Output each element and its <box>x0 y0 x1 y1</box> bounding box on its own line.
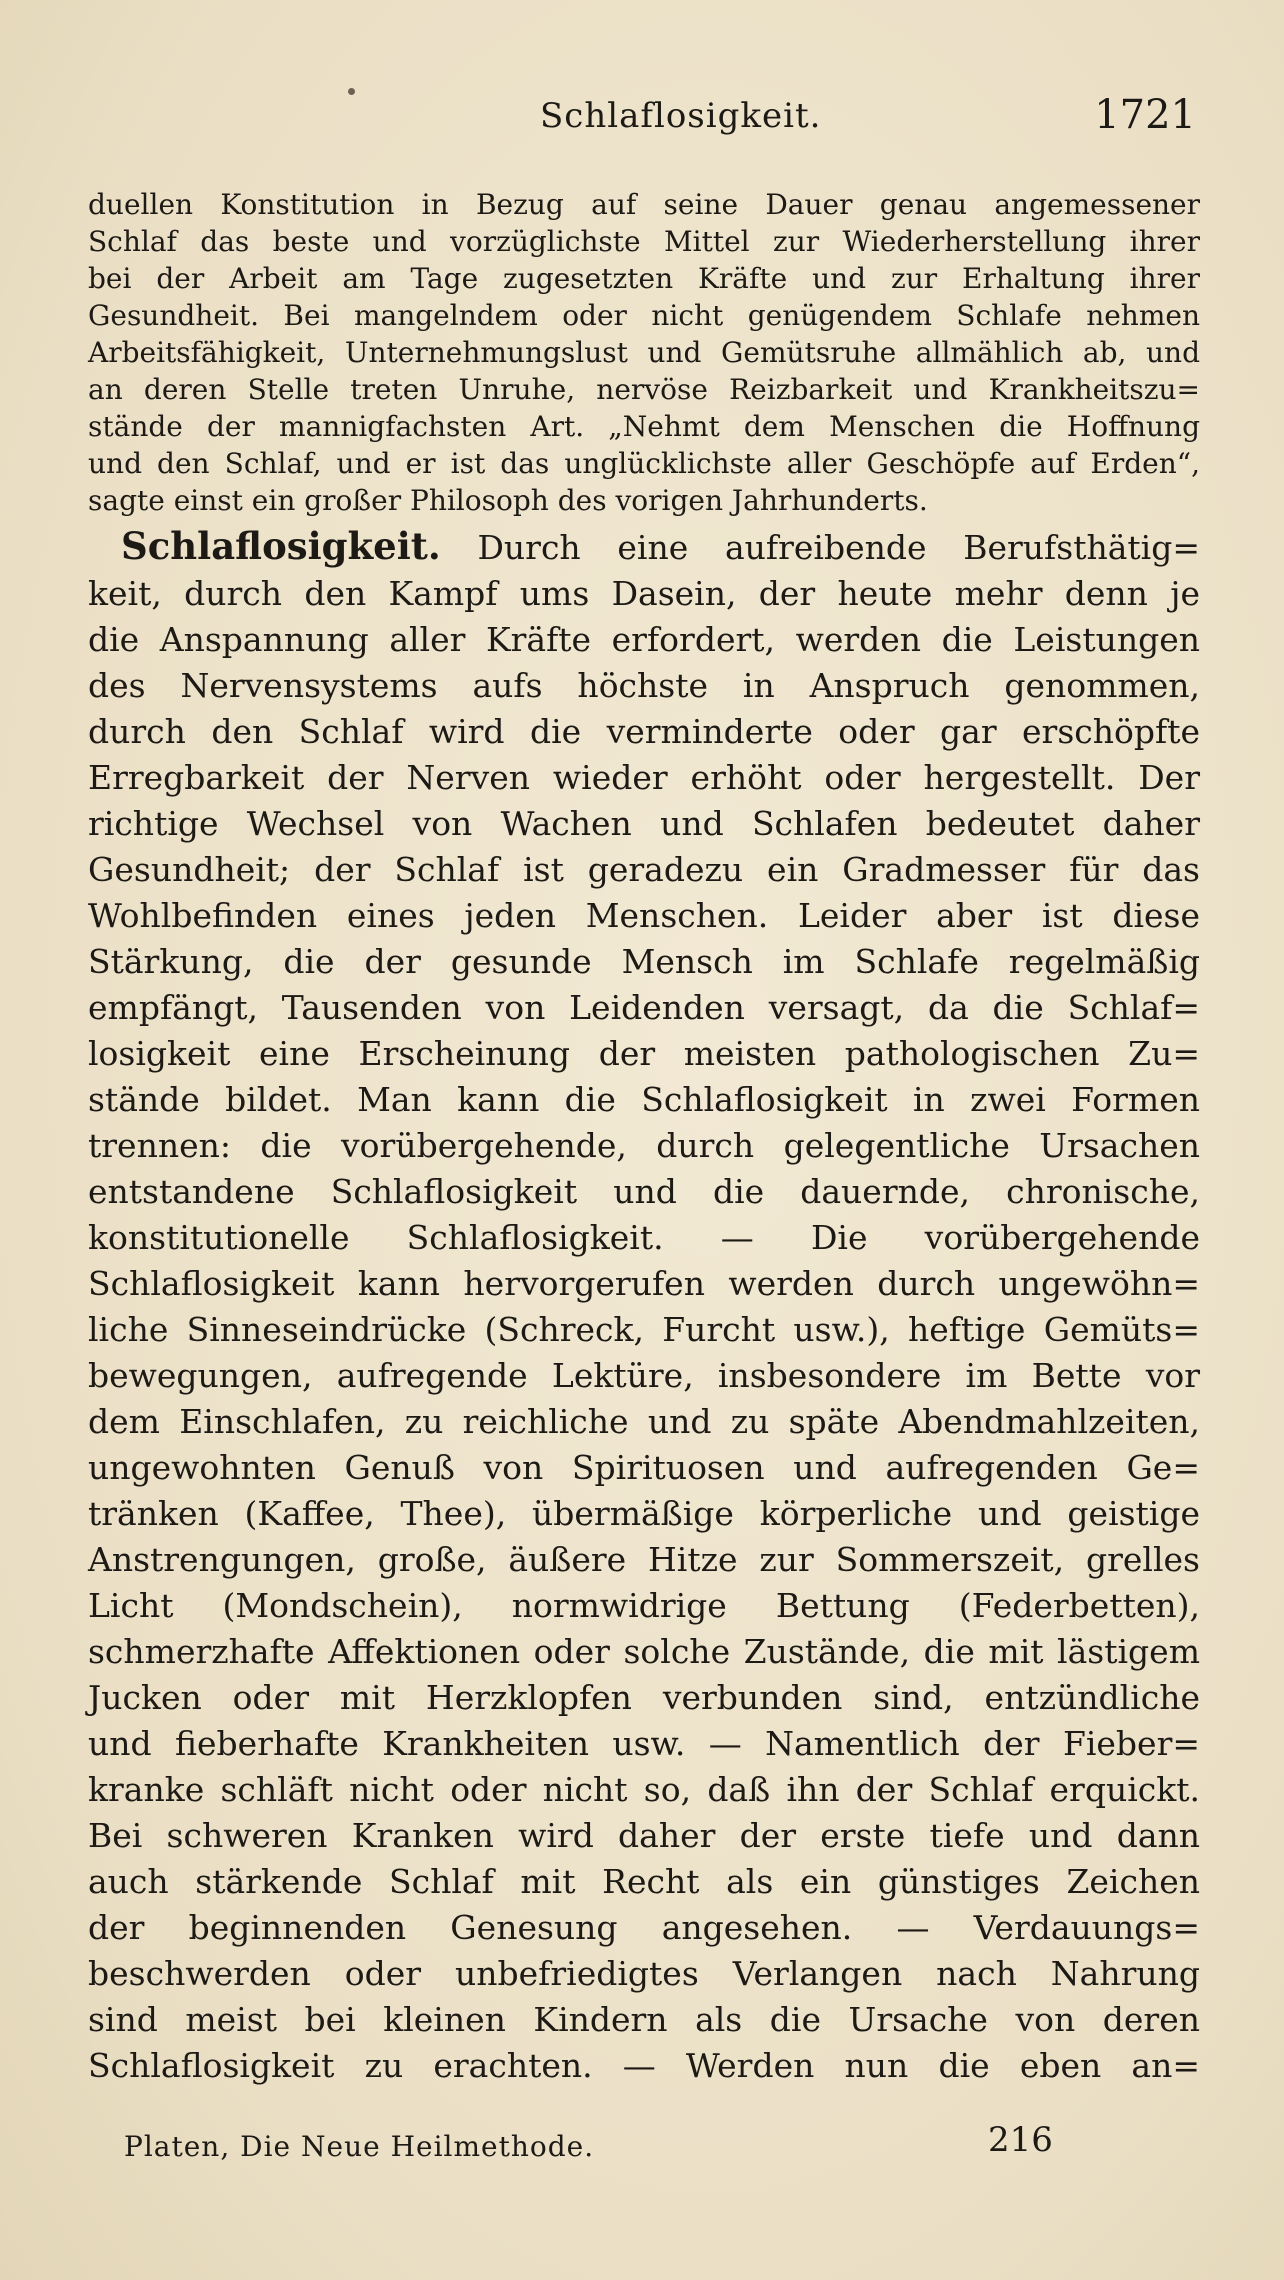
text-line: trennen: die vorübergehende, durch gelegentliche Ursachen <box>88 1126 1200 1165</box>
text-line: des Nervensystems aufs höchste in Anspruch genommen, <box>88 666 1200 705</box>
text-line: Bei schweren Kranken wird daher der erste tiefe und dann <box>88 1816 1200 1855</box>
text-line: ungewohnten Genuß von Spirituosen und aufregenden Ge= <box>88 1448 1200 1487</box>
text-line: Schlaf das beste und vorzüglichste Mittel zur Wiederherstellung ihrer <box>88 225 1200 258</box>
entry-paragraph <box>88 523 1200 2089</box>
intro-paragraph <box>88 186 1200 519</box>
text-line: Stärkung, die der gesunde Mensch im Schlafe regelmäßig <box>88 942 1200 981</box>
text-line: auch stärkende Schlaf mit Recht als ein günstiges Zeichen <box>88 1862 1200 1901</box>
text-line: der beginnenden Genesung angesehen. — Verdauungs= <box>88 1908 1200 1947</box>
text-line: an deren Stelle treten Unruhe, nervöse Reizbarkeit und Krankheitszu= <box>88 373 1200 406</box>
text-line: duellen Konstitution in Bezug auf seine Dauer genau angemessener <box>88 188 1200 221</box>
text-line: sagte einst ein großer Philosoph des vorigen Jahrhunderts. <box>88 484 928 517</box>
text-line: dem Einschlafen, zu reichliche und zu späte Abendmahlzeiten, <box>88 1402 1200 1441</box>
text-line: stände bildet. Man kann die Schlaflosigkeit in zwei Formen <box>88 1080 1200 1119</box>
text-line: beschwerden oder unbefriedigtes Verlangen nach Nahrung <box>88 1954 1200 1993</box>
page-footer <box>0 2120 1284 2170</box>
text-line: die Anspannung aller Kräfte erfordert, werden die Leistungen <box>88 620 1200 659</box>
text-line: Anstrengungen, große, äußere Hitze zur Sommerszeit, grelles <box>88 1540 1200 1579</box>
entry-headword: Schlaflosigkeit. <box>121 524 441 568</box>
sheet-number: 216 <box>988 2120 1053 2160</box>
text-line: Wohlbefinden eines jeden Menschen. Leider aber ist diese <box>88 896 1200 935</box>
text-line: tränken (Kaffee, Thee), übermäßige körperliche und geistige <box>88 1494 1200 1533</box>
text-line: kranke schläft nicht oder nicht so, daß ihn der Schlaf erquickt. <box>88 1770 1200 1809</box>
text-line: Erregbarkeit der Nerven wieder erhöht oder hergestellt. Der <box>88 758 1200 797</box>
text-line: und den Schlaf, und er ist das unglücklichste aller Geschöpfe auf Erden“, <box>88 447 1200 480</box>
text-line: entstandene Schlaflosigkeit und die dauernde, chronische, <box>88 1172 1200 1211</box>
text-line: bewegungen, aufregende Lektüre, insbesondere im Bette vor <box>88 1356 1200 1395</box>
ink-speck <box>348 88 355 95</box>
running-title: Schlaflosigkeit. <box>540 96 822 136</box>
text-line: empfängt, Tausenden von Leidenden versagt, da die Schlaf= <box>88 988 1200 1027</box>
text-line: Gesundheit. Bei mangelndem oder nicht genügendem Schlafe nehmen <box>88 299 1200 332</box>
text-line: Jucken oder mit Herzklopfen verbunden sind, entzündliche <box>88 1678 1200 1717</box>
text-line: Schlaflosigkeit zu erachten. — Werden nun die eben an= <box>88 2046 1200 2085</box>
text-line: stände der mannigfachsten Art. „Nehmt dem Menschen die Hoffnung <box>88 410 1200 443</box>
text-line: liche Sinneseindrücke (Schreck, Furcht usw.), heftige Gemüts= <box>88 1310 1200 1349</box>
text-line: Licht (Mondschein), normwidrige Bettung (Federbetten), <box>88 1586 1200 1625</box>
text-line: konstitutionelle Schlaflosigkeit. — Die vorübergehende <box>88 1218 1200 1257</box>
book-signature: Platen, Die Neue Heilmethode. <box>124 2130 595 2163</box>
text-line: und fieberhafte Krankheiten usw. — Namentlich der Fieber= <box>88 1724 1200 1763</box>
text-line: losigkeit eine Erscheinung der meisten pathologischen Zu= <box>88 1034 1200 1073</box>
text-line: sind meist bei kleinen Kindern als die Ursache von deren <box>88 2000 1200 2039</box>
text-line: Schlaflosigkeit kann hervorgerufen werden durch ungewöhn= <box>88 1264 1200 1303</box>
text-line: Gesundheit; der Schlaf ist geradezu ein Gradmesser für das <box>88 850 1200 889</box>
text-line: Arbeitsfähigkeit, Unternehmungslust und Gemütsruhe allmählich ab, und <box>88 336 1200 369</box>
text-line: schmerzhafte Affektionen oder solche Zustände, die mit lästigem <box>88 1632 1200 1671</box>
text-line: durch den Schlaf wird die verminderte oder gar erschöpfte <box>88 712 1200 751</box>
page-header <box>0 92 1284 156</box>
text-line: richtige Wechsel von Wachen und Schlafen bedeutet daher <box>88 804 1200 843</box>
text-line: bei der Arbeit am Tage zugesetzten Kräfte und zur Erhaltung ihrer <box>88 262 1200 295</box>
text-line: keit, durch den Kampf ums Dasein, der heute mehr denn je <box>88 574 1200 613</box>
entry-first-line <box>88 523 1200 571</box>
page-number: 1721 <box>1094 92 1196 138</box>
first-line-text: Durch eine aufreibende Berufsthätig= <box>477 528 1200 567</box>
